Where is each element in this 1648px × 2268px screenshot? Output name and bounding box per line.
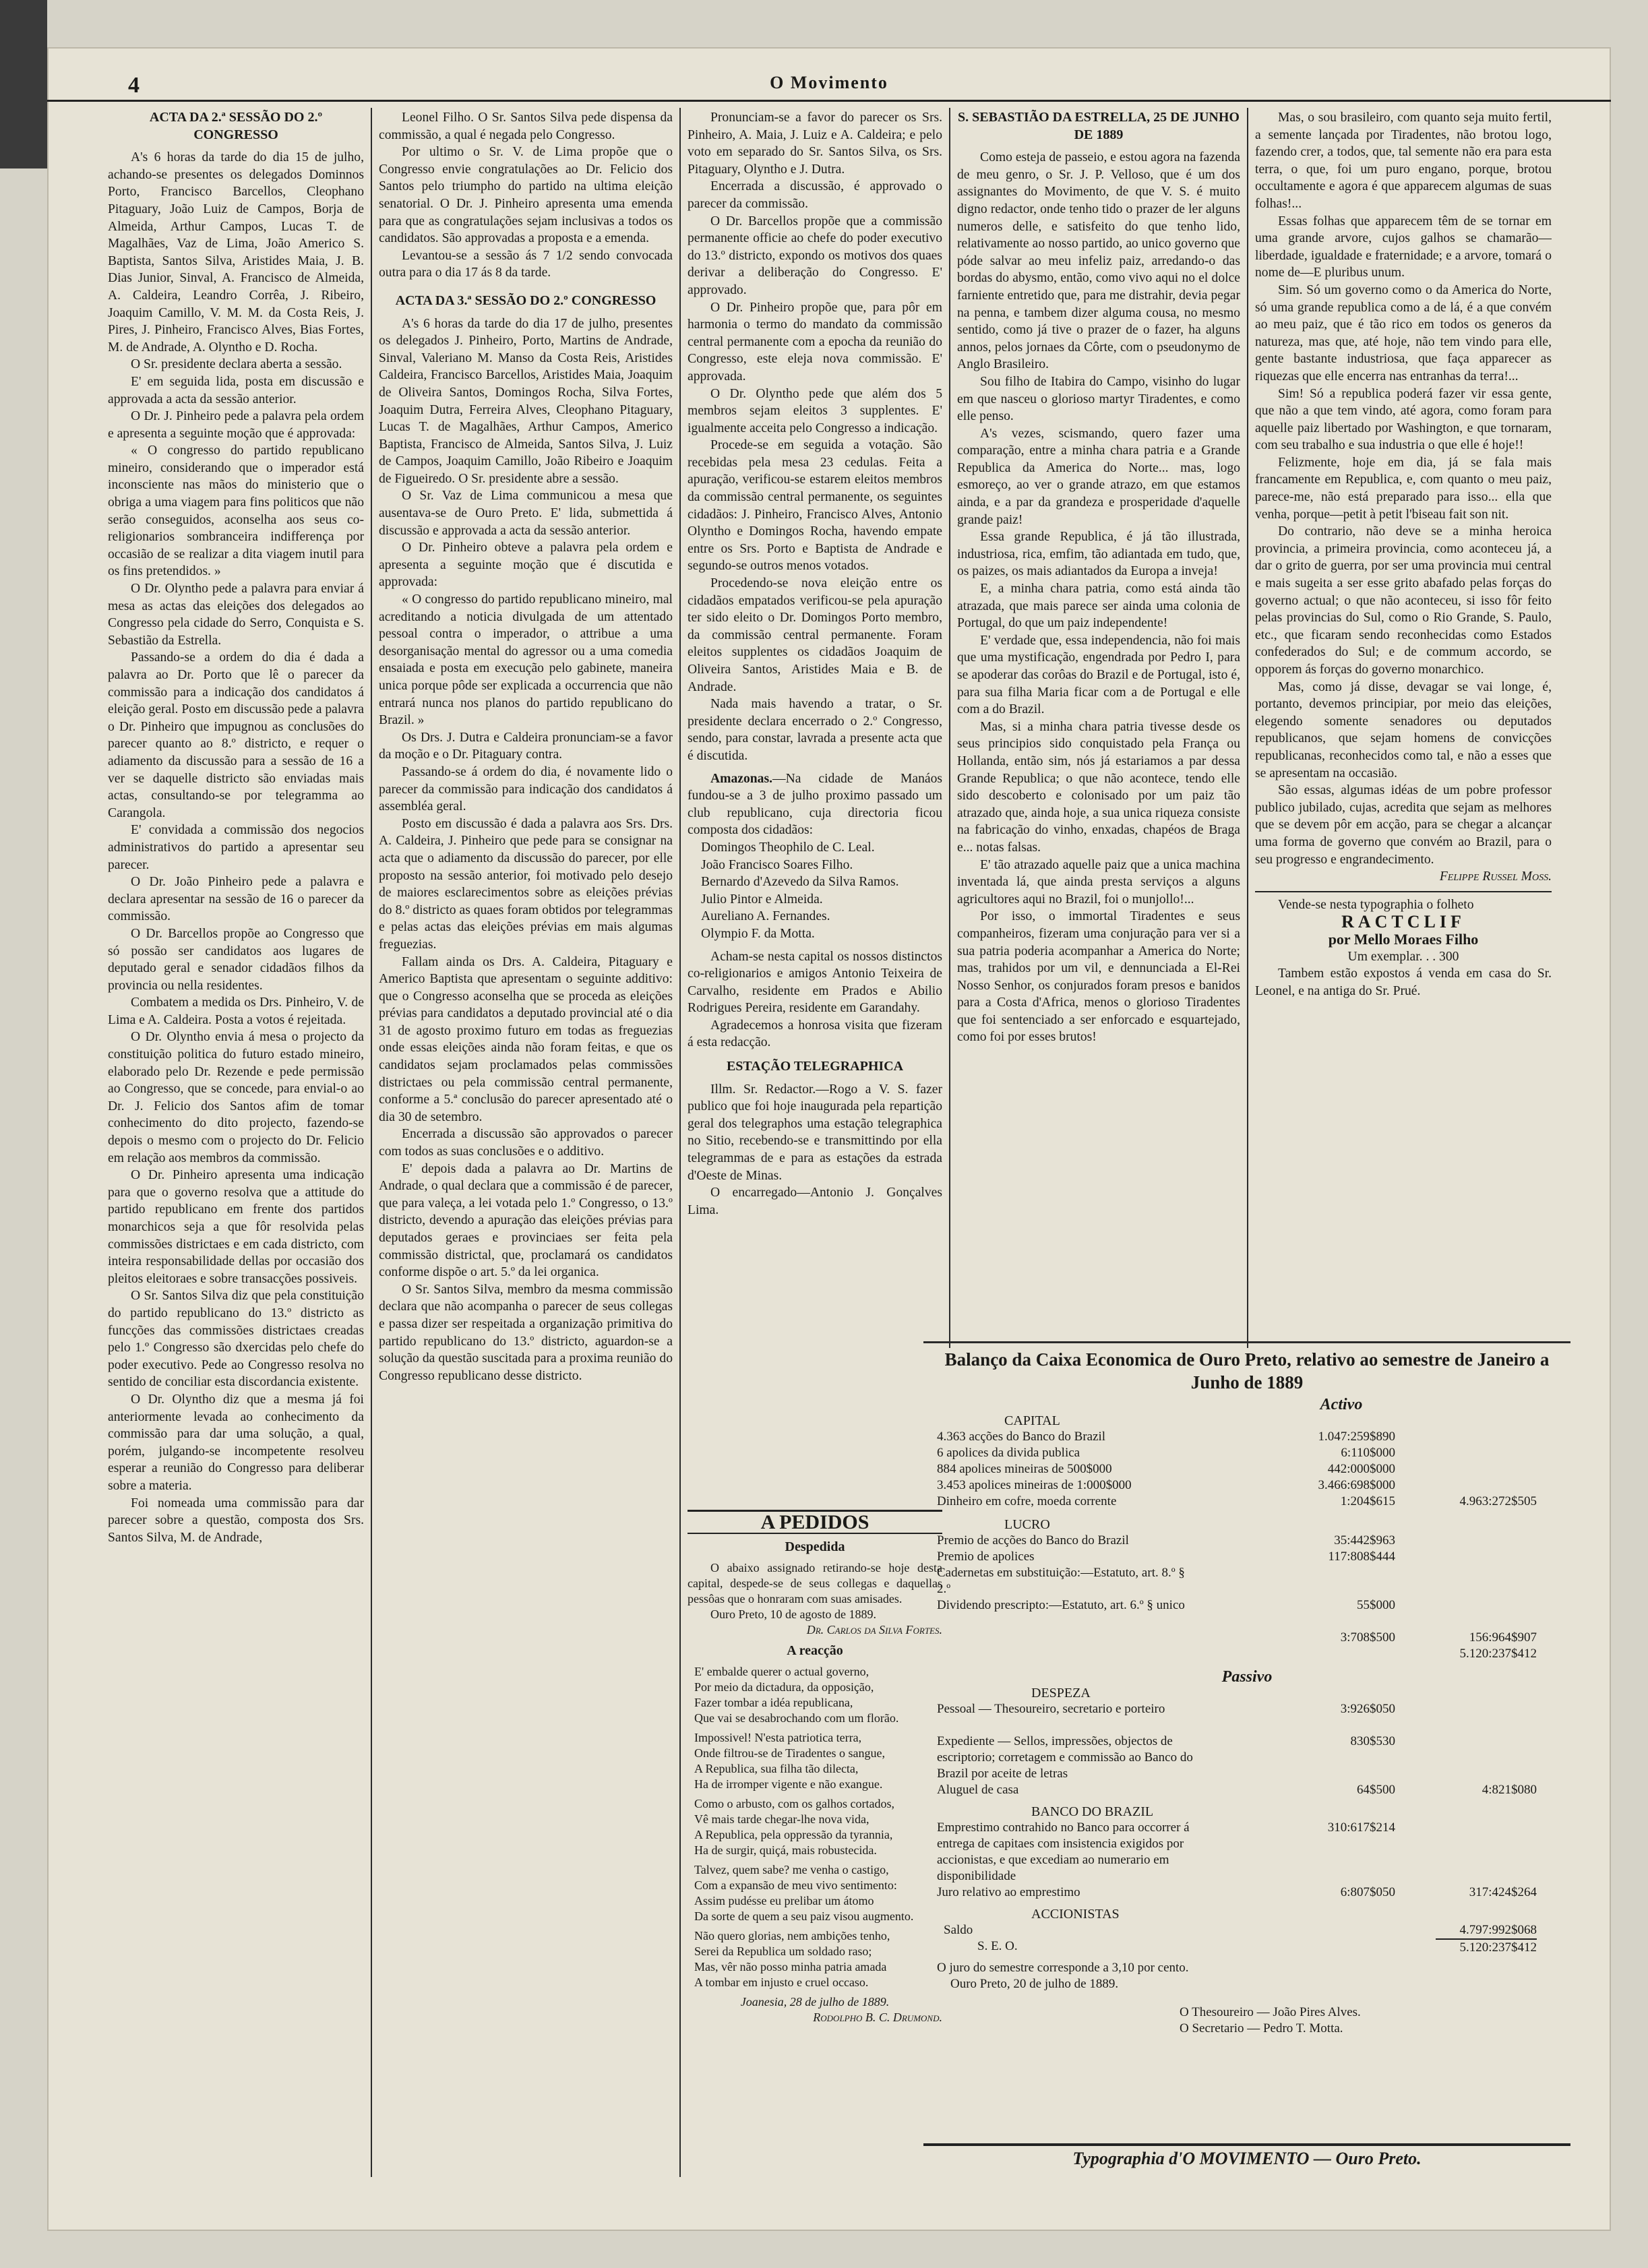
balance-row-label: 6 apolices da divida publica [937, 1446, 1080, 1460]
balance-row-label: 884 apolices mineiras de 500$000 [937, 1462, 1112, 1476]
subsection-title: A reacção [787, 1643, 843, 1658]
poem-line: Mas, vêr não posso minha patria amada [694, 1960, 887, 1973]
name-list [688, 839, 942, 943]
balance-value-partial: 117:808$444 [1328, 1550, 1395, 1564]
paragraph: Sim! Só a republica poderá fazer vir essa gente, que não a que tem vindo, até agora, como foram para aquelle paiz libertado por Washington, e que tornaram, com seu trabalho e sua industria o que elle é hoje!! [1255, 386, 1552, 453]
poem-place-date: Joanesia, 28 de julho de 1889. [740, 1995, 890, 2009]
balance-row [923, 1597, 1570, 1630]
balance-value-partial: 55$000 [1357, 1598, 1395, 1612]
balance-row [923, 1565, 1570, 1597]
balance-value-total: 5.120:237$412 [1459, 1647, 1537, 1661]
balance-row [923, 1549, 1570, 1565]
paragraph: Posto em discussão é dada a palavra aos Srs. Drs. A. Caldeira, J. Pinheiro que pede para se consignar na acta que o adiamento da discussão do parecer, por elle proposto na sessão anterior, foi motivado pelo desejo de maiores esclarecimentos sobre as eleições prévias do 8.º districto as quaes foram obtidos por telegrammas e pelas actas das eleições prévias em mais algumas freguezias. [379, 816, 673, 952]
balance-row-label: Premio de acções do Banco do Brazil [937, 1533, 1129, 1547]
paragraph: Mas, como já disse, devagar se vai longe, é, portanto, devemos principiar, por meio das eleições, elegendo somente senadores ou deputados republicanos, que sejam homens de convicções republicanas, reconhecidos como tal, e não a esses que se apresentam na occasião. [1255, 679, 1552, 780]
poem-line: A tombar em injusto e cruel occaso. [694, 1975, 869, 1989]
paragraph: O Dr. Barcellos propõe ao Congresso que só possão ser candidatos aos lugares de deputado geral e senador cidadãos filhos da provincia ou nella residentes. [108, 926, 364, 993]
notice-price-label: Um exemplar. . . [1347, 949, 1436, 964]
paragraph: Por isso, o immortal Tiradentes e seus companheiros, fizeram uma conjuração para ver si a sua patria poderia acompanhar a America do Norte; mas, trahidos por um vil, e dennunciada a El-Rei Nosso Senhor, os conjurados foram presos e banidos para a Costa d'Africa, menos o glorioso Tiradentes que foi sentenciado a ser enforcado e esquartejado, como foi por esses brutos! [957, 909, 1240, 1045]
paragraph: Os Drs. J. Dutra e Caldeira pronunciam-se a favor da moção e o Dr. Pitaguary contra. [379, 730, 673, 762]
list-item: Bernardo d'Azevedo da Silva Ramos. [701, 875, 899, 890]
paragraph: A's vezes, scismando, quero fazer uma comparação, entre a minha chara patria e a Grande Republica da America do Norte... mas, logo esmoreço, ao ver o grande atrazo, em que estamos ainda, e a par da grandeza e prosperidade d'aquelle grande paiz! [957, 426, 1240, 527]
imprint-footer: Typographia d'O MOVIMENTO — Ouro Preto. [923, 2143, 1570, 2169]
paragraph: Fallam ainda os Drs. A. Caldeira, Pitaguary e Americo Baptista que apresentam o seguinte additivo: que o Congresso aconselha que se proceda as eleições prévias para candidatos a deputado provincial até o dia 31 de agosto proximo futuro em todas as freguezias onde essas eleições ainda não foram feitas, e que os candidatos sejam proclamados pelas commissões districtaes ou pela commissão central permanente, conforme a 5.ª conclusão do parecer apresentado até o dia 30 de setembro. [379, 954, 673, 1124]
balance-row-label: Aluguel de casa [937, 1783, 1019, 1797]
lucro-table [923, 1533, 1570, 1662]
balance-sheet [923, 1348, 1570, 2089]
paragraph-list [688, 948, 942, 1052]
list-item: Aureliano A. Fernandes. [701, 909, 830, 924]
paragraph: E' convidada a commissão dos negocios administrativos do partido a apresentar seu parecer. [108, 823, 364, 872]
poem-line: Não quero glorias, nem ambições tenho, [694, 1929, 890, 1942]
balance-heading: BANCO DO BRAZIL [1031, 1804, 1154, 1819]
paragraph: Essas folhas que apparecem têm de se tornar em uma grande arvore, cujos galhos se chamarão—liberdade, igualdade e fraternidade; e a arvore, tomará o nome de—E pluribus unum. [1255, 214, 1552, 280]
column-5 [1255, 109, 1552, 1343]
poem-line: Ha de surgir, quiçá, mais robustecida. [694, 1843, 877, 1857]
paragraph: Por ultimo o Sr. V. de Lima propõe que o Congresso envie congratulações ao Dr. Felicio dos Santos pelo triumpho do partido na ultima eleição senatorial. O Dr. J. Pinheiro apresenta uma emenda para que as congratulações sejam inclusivas a todos os candidatos. São approvadas a proposta e a emenda. [379, 145, 673, 246]
balance-row [923, 1884, 1570, 1901]
balance-title: Balanço da Caixa Economica de Ouro Preto, relativo ao semestre de Janeiro a Junho de 1889 [944, 1349, 1550, 1392]
balance-row [923, 1461, 1570, 1477]
poem-line: Onde filtrou-se de Tiradentes o sangue, [694, 1746, 885, 1760]
balance-row [923, 1494, 1570, 1510]
paragraph: Encerrada a discussão são approvados o parecer com todos as suas conclusões e o additivo. [379, 1127, 673, 1159]
paragraph: « O congresso do partido republicano mineiro, considerando que o imperador está inconsciente nas mãos do ministerio que o obriga a uma viagem para fins politicos que não serão conseguidos, aconselha aos seus co-religionarios sombranceira indifferença por occasião de se realizar a dita viagem inutil para os fins pretendidos. » [108, 443, 364, 579]
balance-row [923, 1734, 1570, 1782]
balance-value-partial: 3:926$050 [1340, 1702, 1395, 1716]
column-rule [679, 108, 681, 2177]
paragraph: « O congresso do partido republicano mineiro, mal acreditando a noticia divulgada de um attentado pessoal contra o imperador, o attribue a uma desorganisação mental do agressor ou a uma comedia ensaiada e posta em execução pelo gabinete, maneira unica porque pôde ser explicada a occurrencia que não entrará nunca nos planos do partido republicano do Brazil. » [379, 592, 673, 728]
paragraph: O Dr. Barcellos propõe que a commissão permanente officie ao chefe do poder executivo do 13.º districto, expondo os motivos dos quaes derivar a deliberação do Congresso. E' approvado. [688, 214, 942, 297]
paragraph: E, a minha chara patria, como está ainda tão atrazada, que mais parece ser ainda uma colonia de Portugal, do que um paiz independente! [957, 582, 1240, 631]
page-fold-shadow [0, 0, 47, 168]
letter-signature: Felippe Russel Moss. [1439, 869, 1552, 884]
balance-value-partial: 6:807$050 [1340, 1885, 1395, 1899]
paragraph: Passando-se á ordem do dia, é novamente lido o parecer da commissão para indicação dos candidatos á assembléa geral. [379, 764, 673, 814]
paragraph: Sou filho de Itabira do Campo, visinho do lugar em que nasceu o glorioso martyr Tiradentes, e como elle penso. [957, 374, 1240, 424]
poem-line: Impossivel! N'esta patriotica terra, [694, 1731, 862, 1744]
balance-row [923, 1630, 1570, 1646]
banco-table [923, 1820, 1570, 1901]
saldo-label: Saldo [944, 1923, 973, 1937]
balance-row [923, 1533, 1570, 1549]
list-item: João Francisco Soares Filho. [701, 857, 853, 872]
column-2 [379, 109, 673, 2178]
balance-row [923, 1820, 1570, 1884]
poem-line: Como o arbusto, com os galhos cortados, [694, 1797, 894, 1810]
balance-date: Ouro Preto, 20 de julho de 1889. [950, 1977, 1119, 1991]
paragraph: Foi nomeada uma commissão para dar parecer sobre a questão, composta dos Srs. Santos Silva, M. de Andrade, [108, 1496, 364, 1545]
poem-line: Talvez, quem sabe? me venha o castigo, [694, 1863, 889, 1876]
paragraph: O Dr. Olyntho envia á mesa o projecto da constituição politica do futuro estado mineiro, elaborado pelo Dr. Rezende e pede permissão ao Congresso, que se concede, para envial-o ao Dr. J. Felicio dos Santos afim de tomar conhecimento do dito projecto, fazendo-se depois o mesmo com o projecto do Dr. Felicio em relação aos membros da commissão. [108, 1030, 364, 1165]
despeza-table [923, 1701, 1570, 1798]
balance-value-total: 317:424$264 [1469, 1885, 1537, 1899]
balance-value-partial: 64$500 [1357, 1783, 1395, 1797]
paragraph: E' verdade que, essa independencia, não foi mais que uma mystificação, engendrada por Pedro I, para se apoderar das corôas do Brazil e de Portugal, isto é, para sua filha Maria ficar com a de Portugal e elle com a do Brazil. [957, 633, 1240, 717]
paragraph-list [688, 109, 942, 765]
balance-value-partial: 3:708$500 [1340, 1630, 1395, 1645]
paragraph: Illm. Sr. Redactor.—Rogo a V. S. fazer publico que foi hoje inaugurada pela repartição geral dos telegraphos uma estação telegraphica no Sitio, recebendo-se e transmittindo por ella telegrammas de e para as estações da estrada d'Oeste de Minas. [688, 1082, 942, 1183]
balance-heading: CAPITAL [1004, 1413, 1060, 1428]
poem-stanza [694, 1796, 942, 1858]
list-item: Domingos Theophilo de C. Leal. [701, 840, 875, 855]
balance-row-label: Expediente — Sellos, impressões, objectos de escriptorio; corretagem e commissão ao Banco do Brazil por aceite de letras [937, 1734, 1193, 1781]
paragraph: Procedendo-se nova eleição entre os cidadãos empatados verificou-se pela apuração ter sido eleito o Dr. Domingos Porto membro, da commissão central permanente. Foram eleitos supplentes os cidadãos Joaquim de Oliveira Santos, Aristides Maia e B. de Andrade. [688, 576, 942, 694]
paragraph: Essa grande Republica, é já tão illustrada, industriosa, rica, emfim, tão adiantada em tudo, que, os paizes, os mais adiantados da Europa a inveja! [957, 530, 1240, 579]
paragraph: Encerrada a discussão, é approvado o parecer da commissão. [688, 179, 942, 211]
seo-label: S. E. O. [977, 1939, 1018, 1953]
paragraph: Mas, si a minha chara patria tivesse desde os seus principios sido conquistado pela França ou Hollanda, então sim, nós já estariamos a par dessa Grande Republica; o que não acontece, tendo elle sido descoberto e colonisado por um paiz tão atrazado que, ainda hoje, a sua unica riqueza consiste na fabricação do vinho, enxadas, chapéos de Braga e... notas falsas. [957, 719, 1240, 855]
capital-table [923, 1429, 1570, 1510]
list-item: Julio Pintor e Almeida. [701, 892, 823, 907]
paragraph: O Dr. J. Pinheiro pede a palavra pela ordem e apresenta a seguinte moção que é approvada: [108, 409, 364, 441]
farewell-text: O abaixo assignado retirando-se hoje desta capital, despede-se de seus collegas e daquellas pessôas que o honraram com suas amisades. [688, 1561, 942, 1605]
paragraph-list [957, 149, 1240, 1046]
newspaper-page [47, 47, 1611, 2231]
balance-row-label: Pessoal — Thesoureiro, secretario e porteiro [937, 1702, 1165, 1716]
paragraph-list [379, 109, 673, 282]
paragraph: Levantou-se a sessão ás 7 1/2 sendo convocada outra para o dia 17 ás 8 da tarde. [379, 248, 673, 280]
notice-title: RACTCLIF [1341, 912, 1465, 932]
balance-row-label: Dinheiro em cofre, moeda corrente [937, 1494, 1117, 1508]
poem-signature: Rodolpho B. C. Drumond. [813, 2011, 942, 2024]
balance-activo: Activo [1320, 1396, 1363, 1413]
poem-line: Assim pudésse eu prelibar um átomo [694, 1894, 874, 1907]
balance-row [923, 1701, 1570, 1734]
paragraph: Como esteja de passeio, e estou agora na fazenda de meu genro, o Sr. J. P. Velloso, que é um dos assignantes do Movimento, de que V. S. é muito digno redactor, onde tenho tido o prazer de ler alguns numeros delle, e satisfeito do que tenho lido, relativamente ao nosso partido, ao unico governo que póde salvar ao meu infeliz paiz, arredando-o das bordas do abysmo, então, como vivo aqui no el dolce farniente entretido que, para me distrahir, devia pegar na penna, e tambem dizer alguma cousa, no mesmo sentido, como já tive o prazer de o fazer, ha alguns annos, pelos jornaes da Côrte, com o pseudonymo de Anglo Brasileiro. [957, 150, 1240, 372]
column-3 [688, 109, 942, 1545]
poem-line: Com a expansão de meu vivo sentimento: [694, 1878, 897, 1892]
page-header [47, 73, 1611, 102]
balance-row-label: Cadernetas em substituição:—Estatuto, art. 8.º § 2.º [937, 1566, 1185, 1596]
paragraph: Do contrario, não deve se a minha heroica provincia, a primeira provincia, como aconteceu já, a dar o grito de guerra, por ser uma provincia mui central e mais sugeita a ser esse grito abafado pelas forças do governo actual; o que não aconteceu, si isso fôr feito pelas provincias do Sul, como o Rio Grande, S. Paulo, etc., que ficaram sendo reconhecidas como Estados confederados do Sul; e de commum accordo, se opporem ás forças do governo monarchico. [1255, 524, 1552, 677]
balance-row-label: Premio de apolices [937, 1550, 1035, 1564]
poem-stanza [694, 1862, 942, 1924]
paragraph: A's 6 horas da tarde do dia 17 de julho, presentes os delegados J. Pinheiro, Porto, Martins de Andrade, Sinval, Valeriano M. Manso da Costa Reis, Aristides Caldeira, Francisco Barcellos, Aristides Maia, Joaquim de Oliveira Santos, Domingos Rocha, Silva Fortes, Joaquim Dutra, Ferreira Alves, Cleophano Pitaguary, Lucas T. de Magalhães, Arthur Campos, Americo Baptista, Francisco de Almeida, Santos Silva, J. Luiz de Campos, Joaquim Camillo, João Ribeiro e Joaquim de Figueiredo. O Sr. presidente abre a sessão. [379, 316, 673, 486]
poem-line: E' embalde querer o actual governo, [694, 1665, 869, 1678]
paragraph-list [1255, 109, 1552, 868]
paragraph: Nada mais havendo a tratar, o Sr. presidente declara encerrado o 2.º Congresso, sendo, para constar, lavrada a presente acta que é discutida. [688, 697, 942, 763]
paragraph: O Sr. presidente declara aberta a sessão. [131, 357, 342, 372]
paragraph: O Dr. Pinheiro apresenta uma indicação para que o governo resolva que a attitude do partido republicano em frente dos partidos monarchicos seja a que fôr resolvida pelas commissões districtaes e em cada districto, com inteira responsabilidade dellas por occasião dos pleitos eleitoraes e sobre transacções possiveis. [108, 1168, 364, 1286]
balance-heading: DESPEZA [1031, 1686, 1091, 1700]
article-heading: ACTA DA 2.ª SESSÃO DO 2.º CONGRESSO [149, 110, 323, 142]
balance-row [923, 1445, 1570, 1461]
paragraph: A's 6 horas da tarde do dia 15 de julho, achando-se presentes os delegados Dominnos Porto, Francisco Barcellos, Cleophano Pitaguary, João Luiz de Campos, Borja de Almeida, Arthur Campos, Lucas T. de Magalhães, Vaz de Lima, João Americo S. Baptista, Santos Silva, Aristides Maia, J. B. Dias Junior, Sinval, A. Francisco de Almeida, A. Caldeira, Leandro Corrêa, J. Ribeiro, Joaquim Camillo, V. M. M. da Costa Reis, J. Pires, J. Pinheiro, Francisco Alves, Bias Fortes, M. de Andrade, A. Olyntho e D. Rocha. [108, 150, 364, 355]
paragraph: E' tão atrazado aquelle paiz que a unica machina inventada lá, que ainda presta serviços a alguns agricultores aqui no Brazil, foi o munjollo!... [957, 857, 1240, 907]
page-number: 4 [128, 73, 140, 98]
paragraph: Felizmente, hoje em dia, já se fala mais francamente em Republica, e, com quanto o meu paiz, parece-me, não está preparado para isso... ella que venha, porque—petit à petit l'biseau fait son nit. [1255, 455, 1552, 522]
notice-author: por Mello Moraes Filho [1328, 930, 1479, 948]
poem [688, 1664, 942, 1990]
column-1 [108, 109, 364, 2178]
balance-value-partial: 3.466:698$000 [1318, 1478, 1395, 1492]
poem-line: Serei da Republica um soldado raso; [694, 1944, 872, 1958]
poem-stanza [694, 1928, 942, 1990]
balance-value-partial: 1:204$615 [1340, 1494, 1395, 1508]
column-rule [949, 108, 950, 1348]
balance-row [923, 1646, 1570, 1662]
news-title: Amazonas. [710, 771, 772, 786]
balance-row [923, 1782, 1570, 1798]
paragraph: Acham-se nesta capital os nossos distinctos co-religionarios e amigos Antonio Teixeira de Carvalho, residente em Prados e Abilio Rodrigues Pereira, residente em Garandahy. [688, 949, 942, 1016]
seo-row [923, 1938, 1570, 1955]
a-pedidos-section [688, 1510, 942, 2184]
poem-stanza [694, 1664, 942, 1726]
paragraph-list [379, 315, 673, 1385]
news-text: —Na cidade de Manáos fundou-se a 3 de julho proximo passado um club republicano, cuja directoria ficou composta dos cidadãos: [688, 771, 942, 838]
secretary: O Secretario — Pedro T. Motta. [1180, 2021, 1343, 2035]
notice-text: Tambem estão expostos á venda em casa do Sr. Leonel, e na antiga do Sr. Prué. [1255, 967, 1552, 998]
paragraph: Combatem a medida os Drs. Pinheiro, V. de Lima e A. Caldeira. Posta a votos é rejeitada. [108, 995, 364, 1027]
paragraph: São essas, algumas idéas de um pobre professor publico jubilado, cujas, acredita que sejam as melhores que se devem pôr em acção, para se chegar a alcançar uma forma de governo que convém ao Brazil, para o seu progresso e engrandecimento. [1255, 783, 1552, 867]
paragraph: Passando-se a ordem do dia é dada a palavra ao Dr. Porto que lê o parecer da commissão para a indicação dos candidatos á eleição geral. Posto em discussão pede a palavra o Dr. Pinheiro que impugnou as conclusões do parecer quanto ao 8.º districto, e requer o adiamento da discussão para a sessão de 16 a ver se daquelle districto são enviadas mais actas, consultando-se por telegramma ao Carangola. [108, 650, 364, 820]
notice-price: 300 [1439, 949, 1459, 964]
balance-row-label: Emprestimo contrahido no Banco para occorrer á entrega de capitaes com insistencia exigidos por accionistas, e que excediam ao numerario em disponibilidade [937, 1820, 1190, 1883]
paragraph: O Dr. Olyntho pede a palavra para enviar á mesa as actas das eleições dos delegados ao Congresso pela cidade do Serro, Conquista e S. Sebastião da Estrella. [108, 582, 364, 648]
column-4 [957, 109, 1240, 1343]
poem-line: Por meio da dictadura, da opposição, [694, 1680, 874, 1694]
balance-value-partial: 1.047:259$890 [1318, 1430, 1395, 1444]
poem-line: Da sorte de quem a seu paiz visou augmento. [694, 1909, 914, 1923]
paragraph: O Sr. Santos Silva, membro da mesma commissão declara que não acompanha o parecer de seus collegas e passa dizer ser respeitada a organização primitiva do partido republicano do 13.º districto, aguardon-se a solução da questão suscitada para a proxima reunião do Congresso republicano desse districto. [379, 1282, 673, 1383]
notice-text: Vende-se nesta typographia o folheto [1278, 897, 1474, 912]
paragraph: O Dr. Pinheiro propõe que, para pôr em harmonia o termo do mandato da commissão central permanente com a epocha da reunião do Congresso, este eleja nova commissão. E' approvada. [688, 300, 942, 384]
paragraph-list [688, 1081, 942, 1219]
balance-value-total: 156:964$907 [1469, 1630, 1537, 1645]
section-title: A PEDIDOS [688, 1510, 942, 1534]
poem-line: A Republica, pela oppressão da tyrannia, [694, 1828, 893, 1841]
poem-line: Que vai se desabrochando com um florão. [694, 1711, 899, 1725]
paragraph: O Dr. João Pinheiro pede a palavra e declara apresentar na sessão de 16 o parecer da commissão. [108, 875, 364, 924]
poem-stanza [694, 1730, 942, 1792]
article-heading: S. SEBASTIÃO DA ESTRELLA, 25 DE JUNHO DE 1889 [958, 110, 1240, 142]
list-item: Olympio F. da Motta. [701, 926, 815, 941]
balance-value-total: 4.963:272$505 [1459, 1494, 1537, 1508]
poem-line: Ha de irromper vigente e não exangue. [694, 1777, 883, 1791]
balance-row-label: Dividendo prescripto:—Estatuto, art. 6.º § unico [937, 1598, 1185, 1612]
juro-note: O juro do semestre corresponde a 3,10 por cento. [937, 1961, 1189, 1975]
paragraph: Mas, o sou brasileiro, com quanto seja muito fertil, a semente lançada por Tiradentes, não brotou logo, fazendo crer, a todos, que, tal semente não era para esta terra, o que, foi um puro engano, porque, brotou occultamente e agora é que apparecem algumas de suas folhas!... [1255, 111, 1552, 211]
column-rule [371, 108, 372, 2177]
subsection-title: Despedida [785, 1539, 845, 1554]
saldo-value: 4.797:992$068 [1459, 1923, 1537, 1937]
balance-heading: LUCRO [1004, 1517, 1050, 1532]
poem-line: A Republica, sua filha tão dilecta, [694, 1762, 859, 1775]
paragraph: O Sr. Santos Silva diz que pela constituição do partido republicano do 13.º districto as funcções das commissões districtaes creadas pelo 1.º Congresso são dxercidas pelo chefe do poder executivo. Pede ao Congresso resolva no sentido de conciliar esta discordancia existente. [108, 1289, 364, 1390]
balance-value-total: 4:821$080 [1482, 1783, 1537, 1797]
paragraph: Procede-se em seguida a votação. São recebidas pela mesa 23 cedulas. Feita a apuração, verificou-se estarem eleitos membros da commissão central permanente, os seguintes cidadãos: J. Pinheiro, Francisco Alves, Antonio Olyntho e Domingos Rocha, havendo empate entre os Srs. Porto e Baptista de Andrade e segundo-se outros menos votados. [688, 438, 942, 574]
paragraph: E' em seguida lida, ⁠posta em discussão e approvada a acta da sessão anterior. [108, 374, 364, 406]
balance-heading: ACCIONISTAS [1031, 1907, 1120, 1922]
saldo-row [923, 1922, 1570, 1938]
treasurer: O Thesoureiro — João Pires Alves. [1180, 2005, 1361, 2019]
paragraph: Sim. Só um governo como o da America do Norte, só uma grande republica como a de lá, é a que convém ao meu paiz, que é tão rico em todos os generos da natureza, mas que, até hoje, não tem vindo para elle, gente bastante industriosa, que faça apparecer as riquezas que elle encerra nas entranhas da terra!... [1255, 282, 1552, 384]
poem-line: Vê mais tarde chegar-lhe nova vida, [694, 1812, 869, 1826]
total-value: 5.120:237$412 [1436, 1938, 1537, 1956]
paragraph: O encarregado—Antonio J. Gonçalves Lima. [688, 1186, 942, 1217]
article-heading: ACTA DA 3.ª SESSÃO DO 2.º CONGRESSO [395, 293, 657, 308]
farewell-date: Ouro Preto, 10 de agosto de 1889. [710, 1607, 876, 1621]
balance-row-label: Juro relativo ao emprestimo [937, 1885, 1080, 1899]
paragraph: O Dr. Olyntho pede que além dos 5 membros sejam eleitos 3 supplentes. E' igualmente acceita pelo Congresso a indicação. [688, 386, 942, 435]
paragraph: Pronunciam-se a favor do parecer os Srs. Pinheiro, A. Maia, J. Luiz e A. Caldeira; e pelo voto em separado do Sr. Santos Silva, os Srs. Pitaguary, Olyntho e J. Dutra. [688, 111, 942, 177]
balance-row [923, 1477, 1570, 1494]
balance-value-partial: 830$530 [1350, 1734, 1395, 1748]
column-rule [1247, 108, 1248, 1348]
paragraph: Leonel Filho. O Sr. Santos Silva pede dispensa da commissão, a qual é negada pelo Congresso. [379, 111, 673, 142]
balance-value-partial: 442:000$000 [1327, 1462, 1395, 1476]
paragraph: O Sr. Vaz de Lima communicou a mesa que ausentava-se de Ouro Preto. E' lida, submettida á discussão e approvada a acta da sessão anterior. [379, 489, 673, 538]
paragraph: Agradecemos a honrosa visita que fizeram á esta redacção. [688, 1018, 942, 1050]
balance-row-label: 3.453 apolices mineiras de 1:000$000 [937, 1478, 1132, 1492]
balance-row-label: 4.363 acções do Banco do Brazil [937, 1430, 1106, 1444]
paragraph: O Dr. Olyntho diz que a mesma já foi anteriormente levada ao conhecimento da commissão para dar uma solução, a qual, porém, julgando-se incompetente resolveu esperar a reunião do Congresso para deliberar sobre a materia. [108, 1392, 364, 1493]
balance-value-partial: 310:617$214 [1327, 1820, 1395, 1835]
balance-row [923, 1429, 1570, 1445]
poem-line: Fazer tombar a idéa republicana, [694, 1696, 853, 1709]
paragraph: O Dr. Pinheiro obteve a palavra pela ordem e apresenta a seguinte moção que é discutida e approvada: [379, 541, 673, 590]
balance-value-partial: 6:110$000 [1341, 1446, 1395, 1460]
paragraph: E' depois dada a palavra ao Dr. Martins de Andrade, o qual declara que a commissão é de parecer, que para valeça, a lei votada pelo 1.º Congresso, o 13.º districto, devendo a apuração das eleições prévias para deputados geraes e provinciaes ser feita pela commissão districtal, que, proclamará os candidatos conforme dispõe o art. 5.º da lei organica. [379, 1161, 673, 1280]
paragraph-list [108, 149, 364, 1546]
section-title: ESTAÇÃO TELEGRAPHICA [726, 1059, 904, 1074]
balance-value-partial: 35:442$963 [1334, 1533, 1395, 1547]
balance-passivo: Passivo [1221, 1668, 1273, 1686]
farewell-signature: Dr. Carlos da Silva Fortes. [806, 1623, 942, 1636]
masthead: O Movimento [770, 73, 888, 92]
